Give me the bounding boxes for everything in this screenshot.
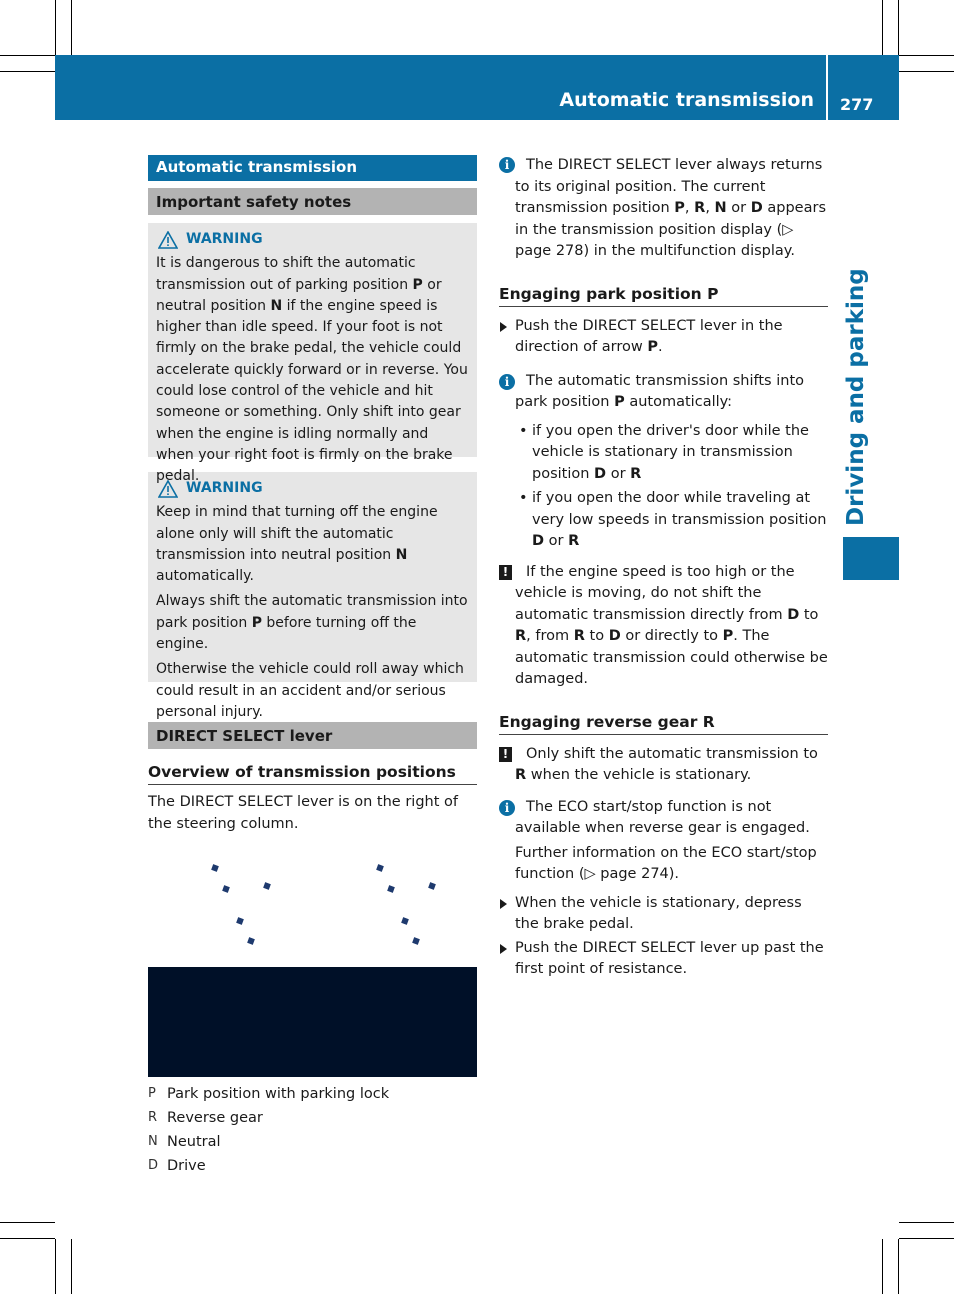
warning-header [158, 229, 469, 250]
info-note: i The DIRECT SELECT lever always returns to its original position. The current transmission position P, R, N or D appears in the transmission position display (▷ page 278) in the multifunction display. [499, 155, 828, 263]
header-title: Automatic transmission [559, 89, 814, 111]
lever-image [148, 967, 477, 1077]
list-item: • if you open the door while traveling at very low speeds in transmission position D or R [519, 490, 827, 549]
warning-paragraph: Keep in mind that turning off the engine alone only will shift the automatic transmission into neutral position N automatically. [156, 504, 438, 585]
instruction-step: Push the DIRECT SELECT lever in the direction of arrow P. [499, 316, 828, 359]
crop-mark [899, 1238, 954, 1239]
crop-mark [882, 0, 883, 55]
crop-mark [0, 71, 55, 72]
side-chapter-label [843, 268, 873, 530]
instruction-step: Push the DIRECT SELECT lever up past the first point of resistance. [499, 938, 828, 981]
step-arrow-icon [500, 944, 507, 954]
step-arrow-icon [500, 322, 507, 332]
info-icon: i [499, 374, 515, 390]
crop-mark [55, 1239, 56, 1294]
heading: Engaging park position P [499, 285, 828, 307]
caution-note: ! If the engine speed is too high or the vehicle is moving, do not shift the automatic transmission directly from D to R, from R to D or directly to P. The automatic transmission could otherwise be damaged. [499, 562, 828, 691]
info-icon: i [499, 800, 515, 816]
caution-icon: ! [499, 565, 512, 580]
list-item: • if you open the driver's door while the vehicle is stationary in transmission position D or R [519, 422, 809, 482]
crop-mark [71, 0, 72, 55]
info-note: i The automatic transmission shifts into park position P automatically: [499, 371, 828, 414]
crop-mark [898, 0, 899, 55]
legend-item: N Neutral [148, 1134, 221, 1150]
heading: Engaging reverse gear R [499, 713, 828, 735]
paragraph: The DIRECT SELECT lever is on the right of the steering column. [148, 794, 458, 832]
step-arrow-icon [500, 899, 507, 909]
warning-box [148, 223, 477, 485]
crop-mark [882, 1239, 883, 1294]
warning-paragraph: Always shift the automatic transmission into park position P before turning off the engine. [156, 593, 468, 653]
heading: Overview of transmission positions [148, 763, 477, 785]
crop-mark [55, 0, 56, 55]
header-divider [826, 55, 828, 120]
caution-note: ! Only shift the automatic transmission to R when the vehicle is stationary. [499, 744, 828, 787]
left-column [148, 155, 477, 1178]
info-icon: i [499, 157, 515, 173]
crop-mark [0, 1238, 55, 1239]
legend-item: D Drive [148, 1158, 206, 1174]
warning-box [148, 472, 477, 720]
instruction-step: When the vehicle is stationary, depress the brake pedal. [499, 893, 828, 936]
section-title: Automatic transmission [148, 155, 477, 181]
crop-mark [899, 55, 954, 56]
side-chapter-text: Driving and parking [843, 268, 869, 526]
warning-paragraph: Otherwise the vehicle could roll away which could result in an accident and/or serious personal injury. [156, 661, 464, 720]
crop-mark [0, 1222, 55, 1223]
warning-text: It is dangerous to shift the automatic transmission out of parking position P or neutral position N if the engine speed is higher than idle speed. If your foot is not firmly on the brake pedal, the vehicle could accelerate quickly forward or in reverse. You could lose control of the vehicle and hit someone or something. Only shift into gear when the engine is idling normally and when your right foot is firmly on the brake pedal. [156, 255, 468, 485]
legend-list [148, 1082, 477, 1178]
subsection-title: Important safety notes [148, 188, 477, 215]
page-ref-arrow-icon: ▷ [782, 221, 794, 238]
page-number: 277 [840, 95, 874, 114]
right-column [499, 155, 828, 981]
warning-label: WARNING [186, 231, 263, 247]
info-note: i The ECO start/stop function is not available when reverse gear is engaged. Further information on the ECO start/stop function (▷ page 274). [499, 797, 828, 886]
warning-triangle-icon [158, 231, 178, 249]
legend-item: R Reverse gear [148, 1110, 263, 1126]
legend-item: P Park position with parking lock [148, 1086, 390, 1102]
crop-mark [0, 55, 55, 56]
crop-mark [898, 1239, 899, 1294]
warning-header [158, 478, 469, 499]
warning-triangle-icon [158, 480, 178, 498]
caution-icon: ! [499, 747, 512, 762]
subsection-title: DIRECT SELECT lever [148, 722, 477, 749]
lever-diagram-markers [148, 851, 477, 967]
crop-mark [71, 1239, 72, 1294]
side-chapter-tab [843, 537, 899, 580]
crop-mark [899, 1222, 954, 1223]
crop-mark [899, 71, 954, 72]
warning-label: WARNING [186, 480, 263, 496]
lever-diagram-top [148, 851, 477, 967]
page-ref-arrow-icon: ▷ [584, 866, 596, 882]
